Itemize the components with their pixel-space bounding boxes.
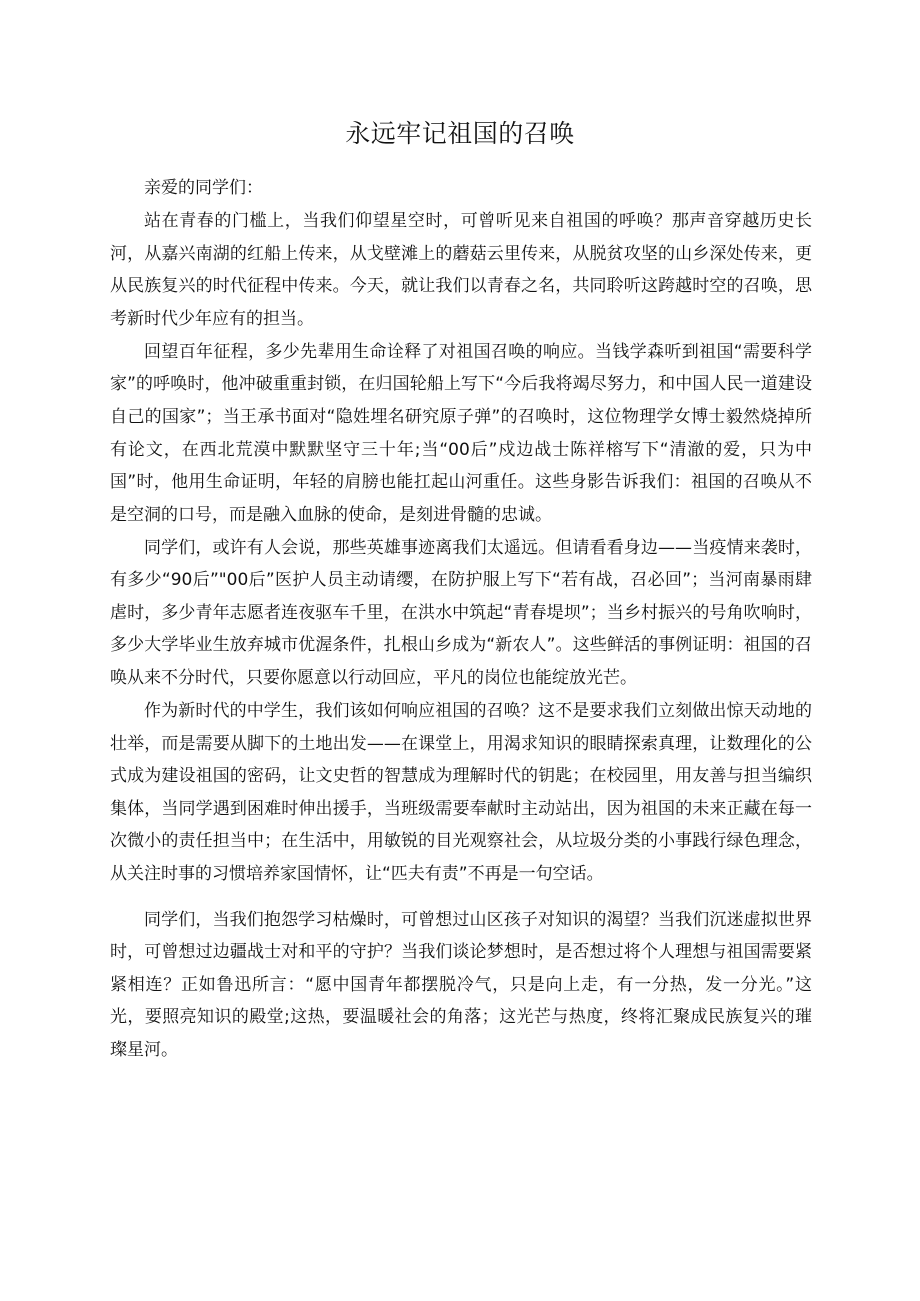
paragraph-2: 回望百年征程，多少先辈用生命诠释了对祖国召唤的响应。当钱学森听到祖国“需要科学家”的呼唤时，他冲破重重封锁，在归国轮船上写下“今后我将竭尽努力，和中国人民一道建设自己的国家”；当王承书面对“隐姓埋名研究原子弹”的召唤时，这位物理学女博士毅然烧掉所有论文，在西北荒漠中默默坚守三十年;当“00后”戍边战士陈祥榕写下“清澈的爱，只为中国”时，他用生命证明，年轻的肩膀也能扛起山河重任。这些身影告诉我们：祖国的召唤从不是空洞的口号，而是融入血脉的使命，是刻进骨髓的忠诚。 [110, 341, 812, 525]
document-body [110, 172, 812, 1067]
paragraph-4: 作为新时代的中学生，我们该如何响应祖国的召唤？这不是要求我们立刻做出惊天动地的壮举，而是需要从脚下的土地出发——在课堂上，用渴求知识的眼睛探索真理，让数理化的公式成为建设祖国的密码，让文史哲的智慧成为理解时代的钥匙；在校园里，用友善与担当编织集体，当同学遇到困难时伸出援手，当班级需要奉献时主动站出，因为祖国的未来正藏在每一次微小的责任担当中；在生活中，用敏锐的目光观察社会，从垃圾分类的小事践行绿色理念，从关注时事的习惯培养家国情怀，让“匹夫有责”不再是一句空话。 [110, 701, 812, 885]
salutation: 亲爱的同学们： [144, 178, 263, 198]
paragraph-3: 同学们，或许有人会说，那些英雄事迹离我们太遥远。但请看看身边——当疫情来袭时，有多少“90后”"00后”医护人员主动请缨，在防护服上写下“若有战，召必回”；当河南暴雨肆虐时，多少青年志愿者连夜驱车千里，在洪水中筑起“青春堤坝”；当乡村振兴的号角吹响时，多少大学毕业生放弃城市优渥条件，扎根山乡成为“新农人”。这些鲜活的事例证明：祖国的召唤从来不分时代，只要你愿意以行动回应，平凡的岗位也能绽放光芒。 [110, 537, 812, 689]
paragraph-1: 站在青春的门槛上，当我们仰望星空时，可曾听见来自祖国的呼唤？那声音穿越历史长河，从嘉兴南湖的红船上传来，从戈壁滩上的蘑菇云里传来，从脱贫攻坚的山乡深处传来，更从民族复兴的时代征程中传来。今天，就让我们以青春之名，共同聆听这跨越时空的召唤，思考新时代少年应有的担当。 [110, 210, 812, 329]
paragraph-5: 同学们，当我们抱怨学习枯燥时，可曾想过山区孩子对知识的渴望？当我们沉迷虚拟世界时，可曾想过边疆战士对和平的守护？当我们谈论梦想时，是否想过将个人理想与祖国需要紧紧相连？正如鲁迅所言：“愿中国青年都摆脱冷气，只是向上走，有一分热，发一分光。”这光，要照亮知识的殿堂;这热，要温暖社会的角落；这光芒与热度，终将汇聚成民族复兴的璀璨星河。 [110, 909, 812, 1060]
document-title: 永远牢记祖国的召唤 [345, 119, 575, 148]
